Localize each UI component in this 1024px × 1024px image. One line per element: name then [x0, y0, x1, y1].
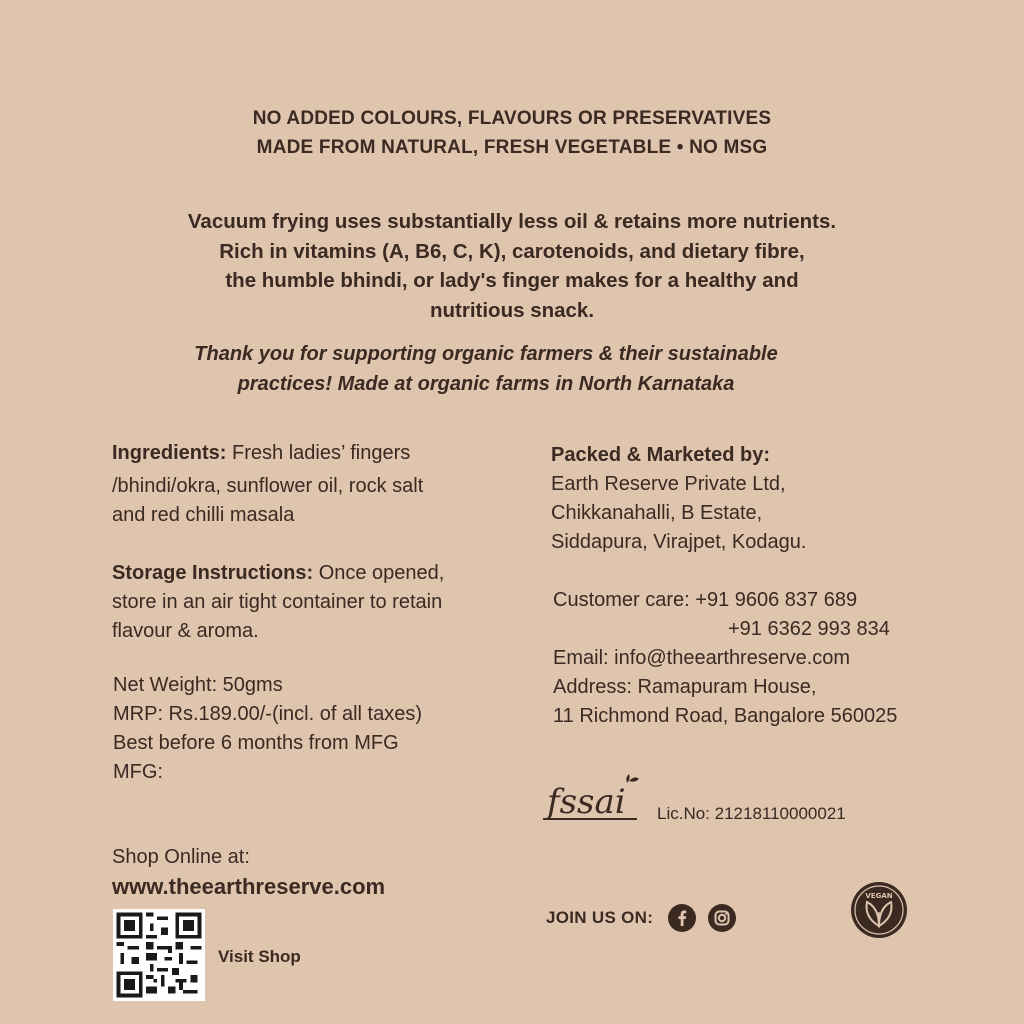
thanks-line: practices! Made at organic farms in North Karnataka [237, 372, 735, 395]
address-line-1: Address: Ramapuram House, [553, 676, 817, 698]
net-weight: Net Weight: 50gms [113, 674, 283, 696]
email: Email: info@theearthreserve.com [553, 647, 851, 669]
thank-you-note [0, 340, 972, 399]
packed-line-3: Siddapura, Virajpet, Kodagu. [551, 531, 807, 553]
customer-care: Customer care: +91 9606 837 689 [553, 589, 858, 611]
ingredients-line-1 [112, 439, 532, 468]
vegan-badge-icon [849, 880, 909, 940]
ingredients-label: Ingredients: [112, 442, 227, 464]
fssai-license: Lic.No: 21218110000021 [657, 804, 846, 823]
customer-care-phone-2: +91 6362 993 834 [728, 618, 890, 640]
packed-line-2: Chikkanahalli, B Estate, [551, 502, 763, 524]
thanks-line: Thank you for supporting organic farmers & their sustainable [194, 343, 778, 365]
storage-line-1 [112, 559, 532, 588]
description-line: Rich in vitamins (A, B6, C, K), carotenoids, and dietary fibre, [219, 239, 805, 263]
claims-header [0, 104, 1024, 162]
storage-line-2: store in an air tight container to retain [112, 591, 443, 613]
packed-label-line [551, 441, 991, 470]
description-line: the humble bhindi, or lady's finger makes for a healthy and [225, 269, 799, 292]
claim-line-1: NO ADDED COLOURS, FLAVOURS OR PRESERVATIVES [252, 108, 772, 129]
facebook-icon[interactable] [668, 904, 696, 932]
mfg: MFG: [113, 761, 163, 783]
packed-line-1: Earth Reserve Private Ltd, [551, 473, 786, 495]
product-description [0, 207, 1024, 325]
packed-label: Packed & Marketed by: [551, 444, 770, 466]
storage-line-3: flavour & aroma. [112, 620, 259, 642]
contact-block [553, 586, 993, 731]
description-line: nutritious snack. [429, 298, 595, 322]
storage-text: Once opened, [313, 562, 445, 584]
claim-line-2: MADE FROM NATURAL, FRESH VEGETABLE • NO MSG [256, 137, 768, 158]
fssai-logo-icon [543, 773, 643, 825]
qr-code-icon[interactable] [113, 909, 205, 1001]
shop-url-link[interactable]: www.theearthreserve.com [112, 874, 386, 899]
best-before: Best before 6 months from MFG [113, 732, 399, 754]
visit-shop-link[interactable]: Visit Shop [218, 947, 301, 966]
mrp: MRP: Rs.189.00/-(incl. of all taxes) [113, 703, 422, 725]
vegan-badge-text: VEGAN [865, 892, 893, 900]
ingredients-block [112, 439, 532, 530]
ingredients-line-3: and red chilli masala [112, 504, 295, 526]
address-line-2: 11 Richmond Road, Bangalore 560025 [553, 705, 898, 727]
ingredients-line-2: /bhindi/okra, sunflower oil, rock salt [112, 475, 424, 497]
storage-block [112, 559, 532, 646]
description-line: Vacuum frying uses substantially less oil & retains more nutrients. [187, 210, 837, 233]
fssai-logo-text: fssai [547, 782, 626, 822]
product-info-block [113, 671, 533, 787]
shop-online-label: Shop Online at: [112, 846, 250, 868]
instagram-icon[interactable] [708, 904, 736, 932]
ingredients-text: Fresh ladies’ fingers [226, 442, 411, 464]
storage-label: Storage Instructions: [112, 562, 314, 584]
packed-block [551, 441, 991, 557]
join-us-label: JOIN US ON: [546, 908, 654, 927]
